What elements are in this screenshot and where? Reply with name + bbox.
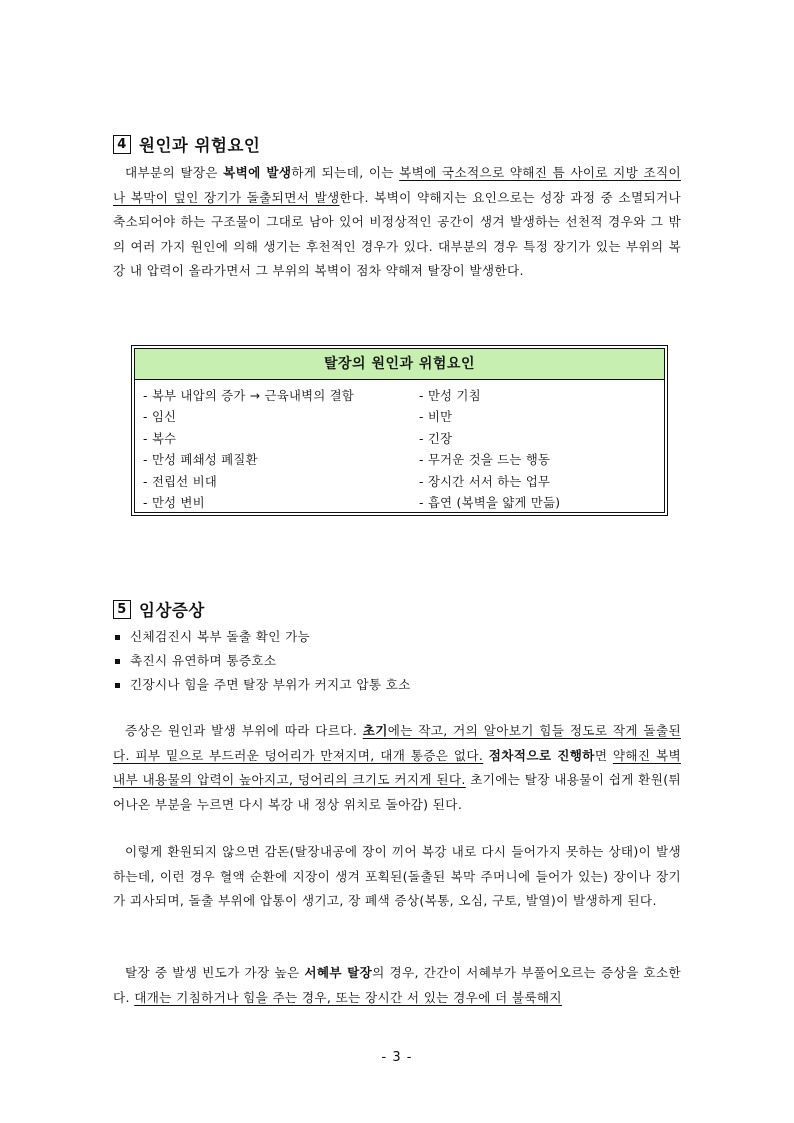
section-4-number: 4 xyxy=(113,135,131,154)
table-cell: - 만성 변비 xyxy=(143,495,205,510)
text-run: 점차적으로 진행하 xyxy=(488,747,595,763)
table-cell: - 무거운 것을 드는 행동 xyxy=(419,453,551,468)
text-run: 초기에는 탈장 내용물이 쉽게 환원(튀어나온 부분을 누르면 다시 복강 내 정상 위치로 돌아감) 된다. xyxy=(113,772,681,812)
section-5-title: 임상증상 xyxy=(139,601,205,620)
text-run: 약해진 복벽 내부 내용물의 압력이 높아지고, 덩어리의 크기도 커지게 된다. xyxy=(113,747,682,788)
list-item xyxy=(113,673,411,697)
text-run: 복벽에 발생 xyxy=(223,165,292,180)
table-cell: - 복수 xyxy=(143,431,177,446)
table-cell: - 비만 xyxy=(419,410,453,425)
table-cell: - 흡연 (복벽을 얇게 만듦) xyxy=(419,495,561,510)
bullet-square-icon xyxy=(115,683,120,688)
text-run: 서혜부 탈장 xyxy=(304,965,373,980)
text-run: 탈장 중 발생 빈도가 가장 높은 xyxy=(125,965,305,980)
page-number: - 3 - xyxy=(381,1050,413,1065)
symptom-paragraph-3 xyxy=(113,961,681,1010)
table-cell: - 만성 기침 xyxy=(419,389,481,403)
symptom-paragraph-2: 이렇게 환원되지 않으면 감돈(탈장내공에 장이 끼어 복강 내로 다시 들어가지 못하는 상태)이 발생하는데, 이런 경우 혈액 순환에 지장이 생겨 포획된(돌출된 복막 주머니에 들어가 있는) 장이나 장기가 괴사되며, 돌출 부위에 압통이 생기고, 장 폐색 증상(복통, 오심, 구토, 발열)이 발생하게 된다. xyxy=(113,844,681,909)
bullet-square-icon xyxy=(115,659,120,664)
table-cell: - 장시간 서서 하는 업무 xyxy=(419,474,551,489)
table-cell: - 복부 내압의 증가 → 근육내벽의 결함 xyxy=(143,389,355,403)
table-cell: - 전립선 비대 xyxy=(143,474,218,489)
list-item xyxy=(113,649,411,673)
text-run: 에는 작고, 거의 알아보기 힘들 정도로 작게 돌출된다. 피부 밑으로 부드러운 덩어리가 만져지며, 대개 통증은 없다. xyxy=(113,723,681,763)
text-run: 대부분의 탈장은 xyxy=(125,165,224,180)
text-run: 면 xyxy=(594,747,613,763)
list-item-text: 긴장시나 힘을 주면 탈장 부위가 커지고 압통 호소 xyxy=(130,677,411,692)
table-title: 탈장의 원인과 위험요인 xyxy=(135,349,664,380)
text-run: 하게 되는데, 이는 xyxy=(291,165,400,180)
symptom-paragraph-1 xyxy=(113,719,681,817)
section-4-heading xyxy=(113,132,260,156)
bullet-square-icon xyxy=(115,635,120,640)
section-4-title: 원인과 위험요인 xyxy=(139,136,261,155)
text-run: 대개는 기침하거나 힘을 주는 경우, 또는 장시간 서 있는 경우에 더 불룩해지 xyxy=(134,989,562,1005)
table-left-column xyxy=(143,386,354,514)
text-run: 증상은 원인과 발생 부위에 따라 다르다. xyxy=(125,723,363,738)
text-run: 한다. 복벽이 약해지는 요인으로는 성장 과정 중 소멸되거나 축소되어야 하는 구조물이 그대로 남아 있어 비정상적인 공간이 생겨 발생하는 선천적 경우와 그 밖의 여러 가지 원인에 의해 생기는 후천적인 경우가 있다. 대부분의 경우 특정 장기가 있는 부위의 복강 내 압력이 올라가면서 그 부위의 복벽이 점차 약해져 탈장이 발생한다. xyxy=(113,189,682,279)
section-5-heading xyxy=(113,597,205,621)
table-cell: - 임신 xyxy=(143,410,177,425)
symptom-list xyxy=(113,625,411,697)
table-cell: - 만성 폐쇄성 폐질환 xyxy=(143,453,258,468)
list-item-text: 신체검진시 복부 돌출 확인 가능 xyxy=(130,629,311,644)
text-run: 복벽에 국소적으로 약해진 틈 사이로 지방 조직이나 복막이 덮인 장기가 돌출되면서 발생 xyxy=(113,165,682,205)
section-5-number: 5 xyxy=(113,600,131,619)
list-item-text: 촉진시 유연하며 통증호소 xyxy=(130,653,277,668)
causes-risk-table-inner xyxy=(134,348,665,513)
text-run: 의 경우, 간간이 서혜부가 부풀어오르는 증상을 호소한다. xyxy=(113,965,681,1005)
table-right-column xyxy=(419,386,560,514)
causes-risk-table xyxy=(131,345,668,516)
section-4-paragraph xyxy=(113,161,681,284)
text-run: 초기 xyxy=(362,723,388,738)
list-item xyxy=(113,625,411,649)
table-cell: - 긴장 xyxy=(419,431,453,446)
